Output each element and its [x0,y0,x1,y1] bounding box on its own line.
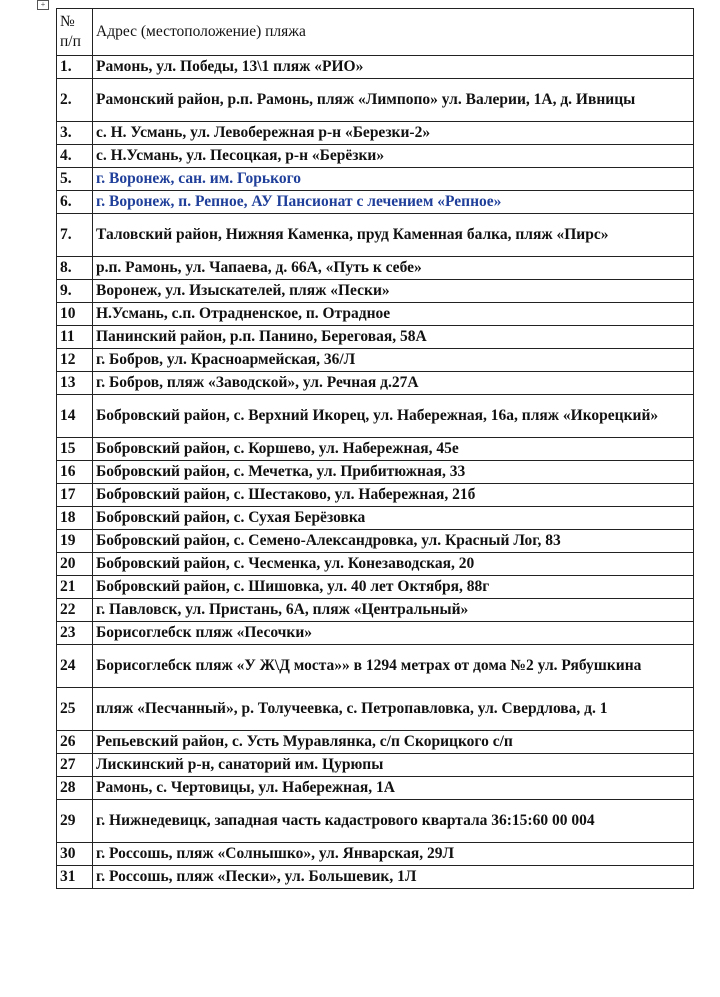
table-row [57,599,694,622]
table-move-handle-icon[interactable]: + [37,0,49,10]
beach-address: Лискинский р-н, санаторий им. Цурюпы [93,754,694,777]
beach-address: с. Н. Усмань, ул. Левобережная р-н «Березки-2» [93,122,694,145]
table-row [57,800,694,843]
beach-address: Бобровский район, с. Верхний Икорец, ул. Набережная, 16а, пляж «Икорецкий» [93,395,694,438]
table-row [57,461,694,484]
row-number: 16 [57,461,93,484]
beach-address: г. Россошь, пляж «Солнышко», ул. Январская, 29Л [93,843,694,866]
beach-address: г. Россошь, пляж «Пески», ул. Большевик, 1Л [93,866,694,889]
table-row [57,553,694,576]
beach-address: с. Н.Усмань, ул. Песоцкая, р-н «Берёзки» [93,145,694,168]
beach-address: Бобровский район, с. Чесменка, ул. Конезаводская, 20 [93,553,694,576]
table-row [57,326,694,349]
table-row [57,303,694,326]
table-header-row [57,9,694,56]
table-row [57,56,694,79]
row-number: 10 [57,303,93,326]
table-row [57,214,694,257]
row-number: 9. [57,280,93,303]
table-row [57,576,694,599]
beach-address: Рамонский район, р.п. Рамонь, пляж «Лимпопо» ул. Валерии, 1А, д. Ивницы [93,79,694,122]
beach-address: Репьевский район, с. Усть Муравлянка, с/п Скорицкого с/п [93,731,694,754]
row-number: 24 [57,645,93,688]
row-number: 22 [57,599,93,622]
table-row [57,145,694,168]
row-number: 15 [57,438,93,461]
beach-address: Борисоглебск пляж «Песочки» [93,622,694,645]
table-row [57,754,694,777]
row-number: 17 [57,484,93,507]
beach-address: Рамонь, с. Чертовицы, ул. Набережная, 1А [93,777,694,800]
beach-address: Н.Усмань, с.п. Отрадненское, п. Отрадное [93,303,694,326]
table-row [57,168,694,191]
beach-address: Панинский район, р.п. Панино, Береговая, 58А [93,326,694,349]
row-number: 14 [57,395,93,438]
row-number: 23 [57,622,93,645]
beach-address: Бобровский район, с. Коршево, ул. Набережная, 45е [93,438,694,461]
column-header-address: Адрес (местоположение) пляжа [93,9,694,56]
table-row [57,280,694,303]
beach-address: Бобровский район, с. Семено-Александровка, ул. Красный Лог, 83 [93,530,694,553]
table-row [57,507,694,530]
row-number: 12 [57,349,93,372]
table-row [57,372,694,395]
beach-address: пляж «Песчанный», р. Толучеевка, с. Петропавловка, ул. Свердлова, д. 1 [93,688,694,731]
beach-address: Бобровский район, с. Мечетка, ул. Прибитюжная, 33 [93,461,694,484]
row-number: 7. [57,214,93,257]
beach-address: Таловский район, Нижняя Каменка, пруд Каменная балка, пляж «Пирс» [93,214,694,257]
row-number: 29 [57,800,93,843]
row-number: 21 [57,576,93,599]
table-row [57,484,694,507]
table-row [57,438,694,461]
row-number: 2. [57,79,93,122]
table-row [57,122,694,145]
column-header-number: № п/п [57,9,93,56]
table-row [57,645,694,688]
row-number: 28 [57,777,93,800]
table-row [57,866,694,889]
beach-address: г. Бобров, ул. Красноармейская, 36/Л [93,349,694,372]
beach-address: г. Воронеж, сан. им. Горького [93,168,694,191]
table-row [57,777,694,800]
row-number: 26 [57,731,93,754]
row-number: 25 [57,688,93,731]
beach-address: г. Воронеж, п. Репное, АУ Пансионат с лечением «Репное» [93,191,694,214]
row-number: 20 [57,553,93,576]
row-number: 19 [57,530,93,553]
row-number: 8. [57,257,93,280]
table-row [57,731,694,754]
beach-address: Бобровский район, с. Сухая Берёзовка [93,507,694,530]
beach-address-table [56,8,694,889]
row-number: 18 [57,507,93,530]
row-number: 1. [57,56,93,79]
row-number: 5. [57,168,93,191]
beach-address: Бобровский район, с. Шестаково, ул. Набережная, 21б [93,484,694,507]
beach-address: г. Бобров, пляж «Заводской», ул. Речная д.27А [93,372,694,395]
table-row [57,349,694,372]
beach-address: Борисоглебск пляж «У Ж\Д моста»» в 1294 метрах от дома №2 ул. Рябушкина [93,645,694,688]
beach-address: г. Нижнедевицк, западная часть кадастрового квартала 36:15:60 00 004 [93,800,694,843]
table-row [57,395,694,438]
row-number: 31 [57,866,93,889]
row-number: 4. [57,145,93,168]
beach-address: г. Павловск, ул. Пристань, 6А, пляж «Центральный» [93,599,694,622]
row-number: 11 [57,326,93,349]
table-row [57,688,694,731]
beach-address: Рамонь, ул. Победы, 13\1 пляж «РИО» [93,56,694,79]
table-row [57,530,694,553]
table-row [57,79,694,122]
row-number: 6. [57,191,93,214]
table-row [57,622,694,645]
row-number: 3. [57,122,93,145]
row-number: 13 [57,372,93,395]
beach-address: р.п. Рамонь, ул. Чапаева, д. 66А, «Путь к себе» [93,257,694,280]
beach-address: Воронеж, ул. Изыскателей, пляж «Пески» [93,280,694,303]
table-row [57,843,694,866]
table-row [57,191,694,214]
beach-address: Бобровский район, с. Шишовка, ул. 40 лет Октября, 88г [93,576,694,599]
table-row [57,257,694,280]
row-number: 30 [57,843,93,866]
row-number: 27 [57,754,93,777]
